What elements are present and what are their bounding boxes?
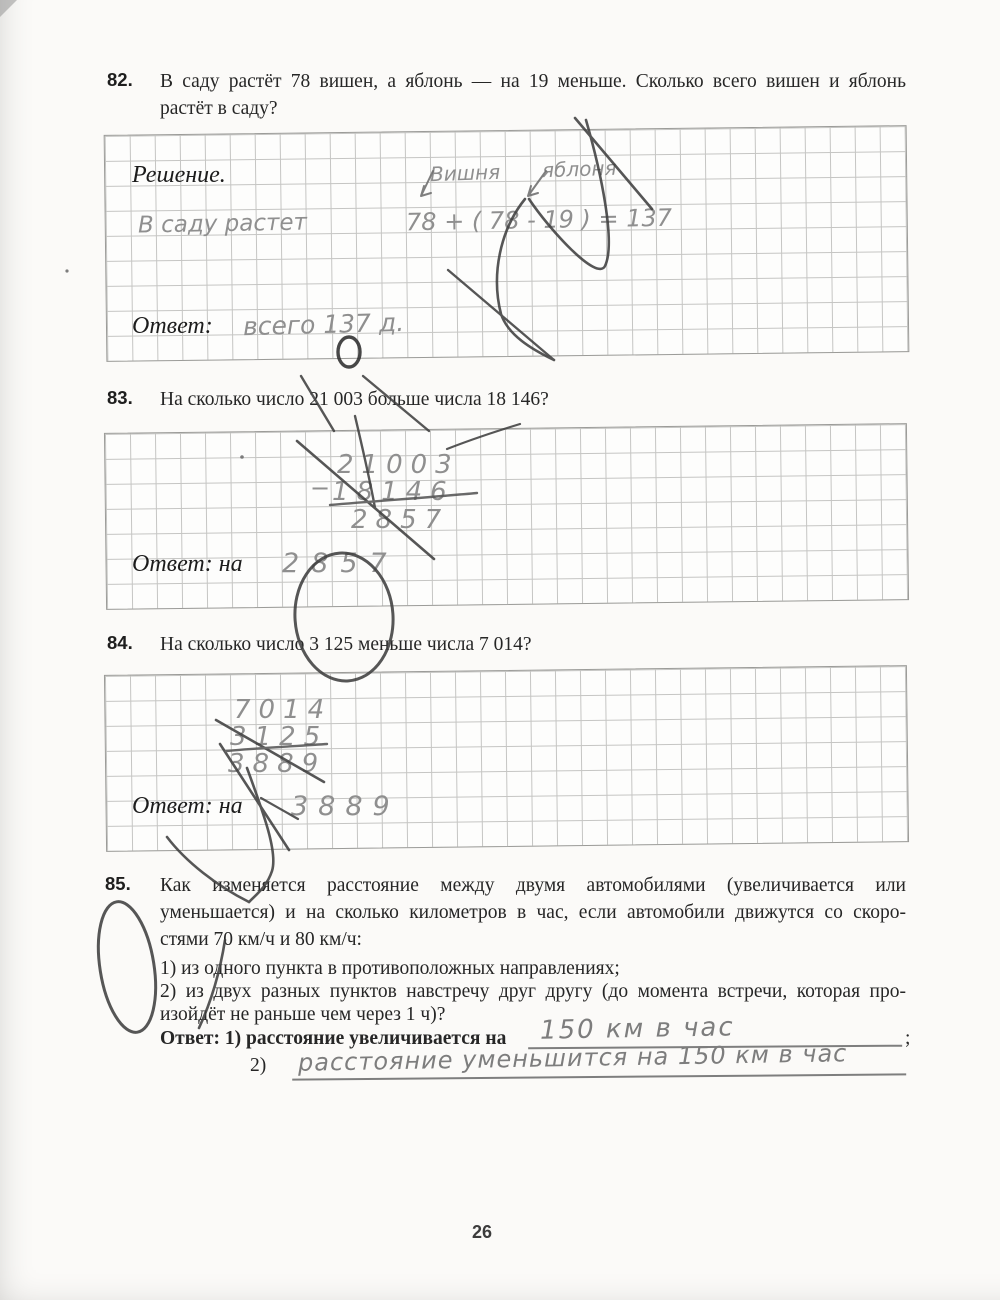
handwritten-answer-83: 2857: [282, 548, 399, 579]
handwritten-minuend-83: 21003: [337, 450, 460, 480]
handwritten-minus-83: −: [310, 474, 331, 502]
handwritten-answer-82: всего 137 д.: [242, 307, 405, 342]
problem-85-text-line3: стями 70 км/ч и 80 км/ч:: [160, 929, 362, 950]
problem-85-text-line1: Как изменяется расстояние между двумя автомобилями (увеличивается или: [160, 875, 906, 896]
handwritten-subtrahend-83: 18146: [332, 477, 455, 507]
pencil-dot: [65, 269, 68, 272]
scan-corner-smudge: [0, 0, 17, 17]
problem-85-item2-line1: 2) из двух разных пунктов навстречу друг другу (до момента встречи, которая про-: [160, 981, 906, 1002]
handwritten-note-82: В саду растет: [137, 209, 308, 239]
page-number: 26: [471, 1222, 493, 1242]
problem-82-text-line1: В саду растёт 78 вишен, а яблонь — на 19 меньше. Сколько всего вишен и яблонь: [160, 71, 906, 92]
handwritten-difference-84: 3889: [228, 749, 327, 779]
answer-85-prefix2: 2): [250, 1055, 267, 1076]
answer-85-semicolon: ;: [905, 1028, 911, 1049]
problem-82-number: 82.: [107, 69, 133, 90]
problem-82-text-line2: растёт в саду?: [160, 98, 278, 119]
problem-83-title: На сколько число 21 003 больше числа 18 146?: [160, 389, 549, 410]
handwritten-difference-83: 2857: [351, 505, 450, 535]
pencil-oval-85: [90, 898, 164, 1037]
problem-85-item2-line2: изойдёт не раньше чем через 1 ч)?: [160, 1004, 446, 1025]
handwritten-label-cherry: Вишня: [429, 159, 501, 187]
handwritten-minuend-84: 7014: [234, 695, 333, 725]
answer-label-82: Ответ:: [132, 313, 213, 339]
solution-label-82: Решение.: [132, 162, 226, 188]
handwritten-label-apple: яблоня: [541, 155, 617, 183]
problem-85-item1: 1) из одного пункта в противоположных направлениях;: [160, 958, 620, 979]
answer-label-83: Ответ: на: [132, 551, 243, 577]
problem-84-number: 84.: [107, 632, 133, 653]
handwritten-answer-85-1: 150 км в час: [539, 1012, 735, 1046]
problem-83-number: 83.: [107, 387, 133, 408]
handwritten-answer-85-2: расстояние уменьшится на 150 км в час: [297, 1039, 848, 1077]
problem-85-number: 85.: [105, 873, 131, 894]
solution-grid-83: [104, 423, 909, 610]
handwritten-formula-82: 78 + ( 78 - 19 ) = 137: [405, 203, 673, 237]
answer-label-84: Ответ: на: [132, 793, 243, 819]
problem-84-title: На сколько число 3 125 меньше числа 7 014?: [160, 634, 532, 655]
solution-grid-82: [104, 125, 910, 362]
handwritten-answer-84: 3889: [291, 791, 400, 822]
problem-85-text-line2: уменьшается) и на сколько километров в час, если автомобили движутся со скоро-: [160, 902, 906, 923]
answer-85-prefix: Ответ: 1) расстояние увеличивается на: [160, 1028, 507, 1049]
handwritten-subtrahend-84: 3125: [230, 722, 329, 752]
solution-grid-84: [104, 665, 909, 852]
